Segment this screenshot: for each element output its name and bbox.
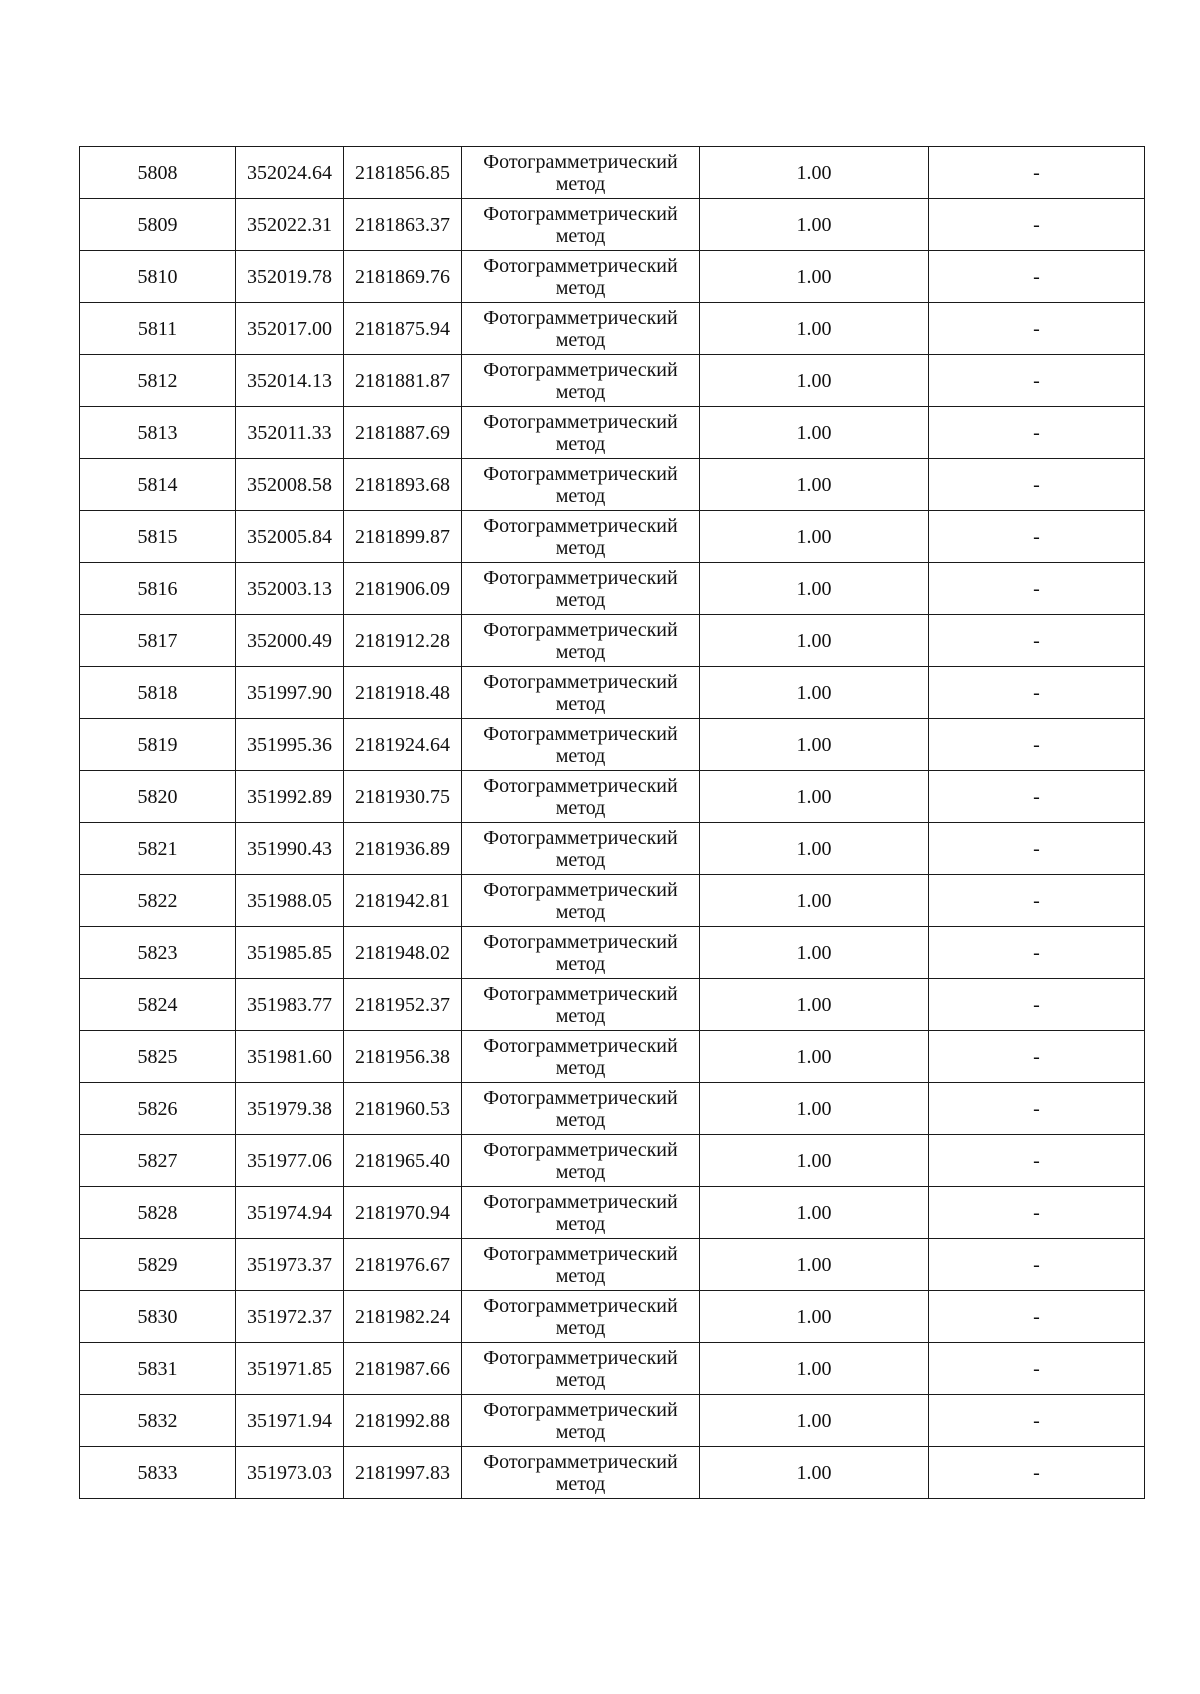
y-coordinate-cell: 2181912.28	[344, 615, 462, 667]
point-number-cell: 5822	[80, 875, 236, 927]
note-cell: -	[929, 1291, 1145, 1343]
note-cell: -	[929, 1031, 1145, 1083]
note-cell: -	[929, 615, 1145, 667]
y-coordinate-cell: 2181965.40	[344, 1135, 462, 1187]
x-coordinate-cell: 352011.33	[236, 407, 344, 459]
note-cell: -	[929, 667, 1145, 719]
method-cell	[462, 1239, 700, 1291]
note-cell: -	[929, 1239, 1145, 1291]
method-text: Фотограмметрический метод	[483, 358, 678, 403]
method-cell	[462, 875, 700, 927]
accuracy-cell: 1.00	[700, 1343, 929, 1395]
method-text: Фотограмметрический метод	[483, 1398, 678, 1443]
x-coordinate-cell: 352008.58	[236, 459, 344, 511]
x-coordinate-cell: 351995.36	[236, 719, 344, 771]
accuracy-cell: 1.00	[700, 719, 929, 771]
accuracy-cell: 1.00	[700, 979, 929, 1031]
note-cell: -	[929, 1343, 1145, 1395]
x-coordinate-cell: 351985.85	[236, 927, 344, 979]
method-text: Фотограмметрический метод	[483, 514, 678, 559]
table-row	[80, 615, 1145, 667]
method-cell	[462, 719, 700, 771]
accuracy-cell: 1.00	[700, 303, 929, 355]
accuracy-cell: 1.00	[700, 147, 929, 199]
note-cell: -	[929, 1083, 1145, 1135]
note-cell: -	[929, 719, 1145, 771]
note-cell: -	[929, 979, 1145, 1031]
method-text: Фотограмметрический метод	[483, 566, 678, 611]
y-coordinate-cell: 2181899.87	[344, 511, 462, 563]
x-coordinate-cell: 351971.85	[236, 1343, 344, 1395]
method-cell	[462, 927, 700, 979]
point-number-cell: 5814	[80, 459, 236, 511]
y-coordinate-cell: 2181930.75	[344, 771, 462, 823]
table-row	[80, 355, 1145, 407]
y-coordinate-cell: 2181982.24	[344, 1291, 462, 1343]
table-row	[80, 1395, 1145, 1447]
point-number-cell: 5833	[80, 1447, 236, 1499]
method-cell	[462, 251, 700, 303]
point-number-cell: 5812	[80, 355, 236, 407]
method-text: Фотограмметрический метод	[483, 1138, 678, 1183]
note-cell: -	[929, 407, 1145, 459]
accuracy-cell: 1.00	[700, 1031, 929, 1083]
point-number-cell: 5820	[80, 771, 236, 823]
method-text: Фотограмметрический метод	[483, 1190, 678, 1235]
x-coordinate-cell: 351973.37	[236, 1239, 344, 1291]
x-coordinate-cell: 351990.43	[236, 823, 344, 875]
method-cell	[462, 1447, 700, 1499]
x-coordinate-cell: 351971.94	[236, 1395, 344, 1447]
y-coordinate-cell: 2181942.81	[344, 875, 462, 927]
method-cell	[462, 303, 700, 355]
method-text: Фотограмметрический метод	[483, 618, 678, 663]
method-cell	[462, 355, 700, 407]
method-cell	[462, 1395, 700, 1447]
point-number-cell: 5813	[80, 407, 236, 459]
table-row	[80, 1447, 1145, 1499]
method-text: Фотограмметрический метод	[483, 1450, 678, 1495]
table-row	[80, 407, 1145, 459]
x-coordinate-cell: 352019.78	[236, 251, 344, 303]
method-text: Фотограмметрический метод	[483, 306, 678, 351]
method-cell	[462, 459, 700, 511]
method-cell	[462, 1083, 700, 1135]
y-coordinate-cell: 2181997.83	[344, 1447, 462, 1499]
point-number-cell: 5824	[80, 979, 236, 1031]
point-number-cell: 5817	[80, 615, 236, 667]
method-text: Фотограмметрический метод	[483, 878, 678, 923]
method-text: Фотограмметрический метод	[483, 462, 678, 507]
accuracy-cell: 1.00	[700, 771, 929, 823]
x-coordinate-cell: 351992.89	[236, 771, 344, 823]
x-coordinate-cell: 351977.06	[236, 1135, 344, 1187]
method-text: Фотограмметрический метод	[483, 254, 678, 299]
table-row	[80, 563, 1145, 615]
point-number-cell: 5821	[80, 823, 236, 875]
accuracy-cell: 1.00	[700, 1395, 929, 1447]
method-cell	[462, 563, 700, 615]
method-text: Фотограмметрический метод	[483, 410, 678, 455]
note-cell: -	[929, 511, 1145, 563]
method-cell	[462, 615, 700, 667]
table-row	[80, 303, 1145, 355]
y-coordinate-cell: 2181952.37	[344, 979, 462, 1031]
note-cell: -	[929, 927, 1145, 979]
accuracy-cell: 1.00	[700, 459, 929, 511]
table-row	[80, 1187, 1145, 1239]
accuracy-cell: 1.00	[700, 615, 929, 667]
x-coordinate-cell: 352024.64	[236, 147, 344, 199]
method-text: Фотограмметрический метод	[483, 774, 678, 819]
point-number-cell: 5826	[80, 1083, 236, 1135]
y-coordinate-cell: 2181956.38	[344, 1031, 462, 1083]
method-text: Фотограмметрический метод	[483, 1346, 678, 1391]
method-text: Фотограмметрический метод	[483, 1086, 678, 1131]
accuracy-cell: 1.00	[700, 251, 929, 303]
x-coordinate-cell: 351974.94	[236, 1187, 344, 1239]
accuracy-cell: 1.00	[700, 1239, 929, 1291]
table-row	[80, 147, 1145, 199]
point-number-cell: 5811	[80, 303, 236, 355]
y-coordinate-cell: 2181936.89	[344, 823, 462, 875]
y-coordinate-cell: 2181856.85	[344, 147, 462, 199]
method-text: Фотограмметрический метод	[483, 982, 678, 1027]
y-coordinate-cell: 2181918.48	[344, 667, 462, 719]
method-cell	[462, 1031, 700, 1083]
point-number-cell: 5819	[80, 719, 236, 771]
y-coordinate-cell: 2181881.87	[344, 355, 462, 407]
accuracy-cell: 1.00	[700, 875, 929, 927]
x-coordinate-cell: 351997.90	[236, 667, 344, 719]
method-cell	[462, 1135, 700, 1187]
table-row	[80, 823, 1145, 875]
method-text: Фотограмметрический метод	[483, 670, 678, 715]
accuracy-cell: 1.00	[700, 199, 929, 251]
point-number-cell: 5827	[80, 1135, 236, 1187]
y-coordinate-cell: 2181875.94	[344, 303, 462, 355]
x-coordinate-cell: 351988.05	[236, 875, 344, 927]
point-number-cell: 5810	[80, 251, 236, 303]
table-row	[80, 511, 1145, 563]
note-cell: -	[929, 355, 1145, 407]
table-row	[80, 459, 1145, 511]
method-text: Фотограмметрический метод	[483, 826, 678, 871]
coordinates-table-body	[80, 147, 1145, 1499]
point-number-cell: 5816	[80, 563, 236, 615]
accuracy-cell: 1.00	[700, 1135, 929, 1187]
y-coordinate-cell: 2181960.53	[344, 1083, 462, 1135]
note-cell: -	[929, 251, 1145, 303]
method-cell	[462, 771, 700, 823]
y-coordinate-cell: 2181992.88	[344, 1395, 462, 1447]
accuracy-cell: 1.00	[700, 1187, 929, 1239]
method-cell	[462, 667, 700, 719]
x-coordinate-cell: 352005.84	[236, 511, 344, 563]
point-number-cell: 5830	[80, 1291, 236, 1343]
accuracy-cell: 1.00	[700, 1083, 929, 1135]
x-coordinate-cell: 352022.31	[236, 199, 344, 251]
note-cell: -	[929, 1395, 1145, 1447]
note-cell: -	[929, 771, 1145, 823]
y-coordinate-cell: 2181987.66	[344, 1343, 462, 1395]
y-coordinate-cell: 2181893.68	[344, 459, 462, 511]
method-cell	[462, 823, 700, 875]
table-row	[80, 1343, 1145, 1395]
x-coordinate-cell: 352017.00	[236, 303, 344, 355]
note-cell: -	[929, 147, 1145, 199]
y-coordinate-cell: 2181970.94	[344, 1187, 462, 1239]
point-number-cell: 5828	[80, 1187, 236, 1239]
x-coordinate-cell: 351981.60	[236, 1031, 344, 1083]
accuracy-cell: 1.00	[700, 563, 929, 615]
note-cell: -	[929, 459, 1145, 511]
accuracy-cell: 1.00	[700, 355, 929, 407]
y-coordinate-cell: 2181906.09	[344, 563, 462, 615]
method-text: Фотограмметрический метод	[483, 722, 678, 767]
coordinates-table	[79, 146, 1145, 1499]
accuracy-cell: 1.00	[700, 823, 929, 875]
table-row	[80, 199, 1145, 251]
note-cell: -	[929, 875, 1145, 927]
accuracy-cell: 1.00	[700, 407, 929, 459]
x-coordinate-cell: 351983.77	[236, 979, 344, 1031]
note-cell: -	[929, 563, 1145, 615]
table-row	[80, 1239, 1145, 1291]
y-coordinate-cell: 2181863.37	[344, 199, 462, 251]
y-coordinate-cell: 2181869.76	[344, 251, 462, 303]
table-row	[80, 251, 1145, 303]
method-cell	[462, 1343, 700, 1395]
point-number-cell: 5831	[80, 1343, 236, 1395]
table-row	[80, 1031, 1145, 1083]
point-number-cell: 5832	[80, 1395, 236, 1447]
x-coordinate-cell: 352003.13	[236, 563, 344, 615]
table-row	[80, 927, 1145, 979]
method-text: Фотограмметрический метод	[483, 150, 678, 195]
table-row	[80, 875, 1145, 927]
table-row	[80, 719, 1145, 771]
note-cell: -	[929, 1135, 1145, 1187]
method-text: Фотограмметрический метод	[483, 930, 678, 975]
method-text: Фотограмметрический метод	[483, 202, 678, 247]
point-number-cell: 5808	[80, 147, 236, 199]
note-cell: -	[929, 303, 1145, 355]
note-cell: -	[929, 199, 1145, 251]
y-coordinate-cell: 2181976.67	[344, 1239, 462, 1291]
table-row	[80, 1083, 1145, 1135]
point-number-cell: 5829	[80, 1239, 236, 1291]
x-coordinate-cell: 351979.38	[236, 1083, 344, 1135]
method-cell	[462, 511, 700, 563]
point-number-cell: 5823	[80, 927, 236, 979]
note-cell: -	[929, 1447, 1145, 1499]
method-cell	[462, 979, 700, 1031]
point-number-cell: 5815	[80, 511, 236, 563]
method-cell	[462, 1187, 700, 1239]
accuracy-cell: 1.00	[700, 667, 929, 719]
accuracy-cell: 1.00	[700, 1447, 929, 1499]
x-coordinate-cell: 351973.03	[236, 1447, 344, 1499]
y-coordinate-cell: 2181948.02	[344, 927, 462, 979]
note-cell: -	[929, 823, 1145, 875]
accuracy-cell: 1.00	[700, 927, 929, 979]
accuracy-cell: 1.00	[700, 1291, 929, 1343]
x-coordinate-cell: 352014.13	[236, 355, 344, 407]
table-row	[80, 979, 1145, 1031]
table-row	[80, 1135, 1145, 1187]
x-coordinate-cell: 351972.37	[236, 1291, 344, 1343]
table-row	[80, 771, 1145, 823]
y-coordinate-cell: 2181887.69	[344, 407, 462, 459]
accuracy-cell: 1.00	[700, 511, 929, 563]
method-text: Фотограмметрический метод	[483, 1294, 678, 1339]
method-cell	[462, 1291, 700, 1343]
method-text: Фотограмметрический метод	[483, 1242, 678, 1287]
y-coordinate-cell: 2181924.64	[344, 719, 462, 771]
x-coordinate-cell: 352000.49	[236, 615, 344, 667]
table-row	[80, 1291, 1145, 1343]
table-row	[80, 667, 1145, 719]
point-number-cell: 5809	[80, 199, 236, 251]
point-number-cell: 5818	[80, 667, 236, 719]
method-cell	[462, 199, 700, 251]
method-cell	[462, 407, 700, 459]
note-cell: -	[929, 1187, 1145, 1239]
method-text: Фотограмметрический метод	[483, 1034, 678, 1079]
point-number-cell: 5825	[80, 1031, 236, 1083]
method-cell	[462, 147, 700, 199]
